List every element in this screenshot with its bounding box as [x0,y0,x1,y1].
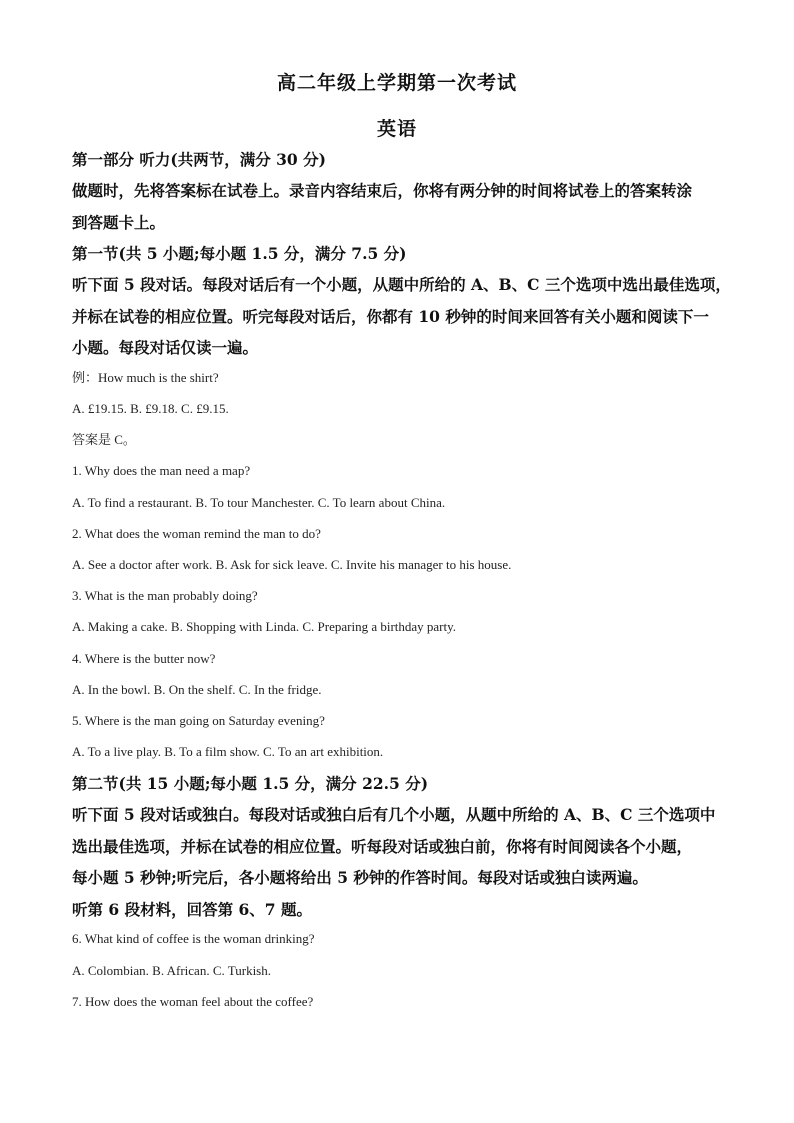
directions-line: 听下面 5 段对话或独白。每段对话或独白后有几个小题，从题中所给的 A、B、C 三个选项中 [72,805,716,824]
section1-directions [72,269,732,364]
directions-line: 听下面 5 段对话。每段对话后有一个小题，从题中所给的 A、B、C 三个选项中选出最佳选项， [72,275,731,294]
question-6-options: A. Colombian. B. African. C. Turkish. [72,963,271,978]
question-5: 5. Where is the man going on Saturday evening? [72,713,325,728]
question-7: 7. How does the woman feel about the coffee? [72,994,314,1009]
question-3: 3. What is the man probably doing? [72,588,258,603]
question-2: 2. What does the woman remind the man to do? [72,526,321,541]
question-1-options: A. To find a restaurant. B. To tour Manchester. C. To learn about China. [72,495,446,510]
section2-heading: 第二节(共 15 小题;每小题 1.5 分，满分 22.5 分) [72,774,429,793]
directions-line: 并标在试卷的相应位置。听完每段对话后，你都有 10 秒钟的时间来回答有关小题和阅读下一 [72,306,709,326]
directions-line: 选出最佳选项，并标在试卷的相应位置。听每段对话或独白前，你将有时间阅读各个小题， [72,836,693,856]
question-6: 6. What kind of coffee is the woman drinking? [72,931,315,946]
question-5-options: A. To a live play. B. To a film show. C. To an art exhibition. [72,744,384,759]
example-answer: 答案是 C。 [72,432,136,447]
section2-directions [72,799,732,894]
instructions-line: 到答题卡上。 [72,212,166,232]
example-question: 例：How much is the shirt? [72,370,219,385]
section1-heading: 第一节(共 5 小题;每小题 1.5 分，满分 7.5 分) [72,244,407,263]
question-3-options: A. Making a cake. B. Shopping with Linda. C. Preparing a birthday party. [72,619,457,634]
material6-heading: 听第 6 段材料，回答第 6、7 题。 [72,900,312,919]
question-1: 1. Why does the man need a map? [72,463,251,478]
instructions-line: 做题时，先将答案标在试卷上。录音内容结束后，你将有两分钟的时间将试卷上的答案转涂 [72,181,693,200]
part1-heading: 第一部分 听力(共两节，满分 30 分) [72,150,326,169]
directions-line: 每小题 5 秒钟;听完后，各小题将给出 5 秒钟的作答时间。每段对话或独白读两遍。 [72,868,648,887]
question-2-options: A. See a doctor after work. B. Ask for sick leave. C. Invite his manager to his house. [72,557,512,572]
question-4-options: A. In the bowl. B. On the shelf. C. In the fridge. [72,682,322,697]
directions-line: 小题。每段对话仅读一遍。 [72,338,259,357]
instructions [72,175,732,238]
exam-title: 高二年级上学期第一次考试 [276,72,517,94]
subject-title: 英语 [376,118,417,140]
question-4: 4. Where is the butter now? [72,651,216,666]
example-options: A. £19.15. B. £9.18. C. £9.15. [72,401,229,416]
